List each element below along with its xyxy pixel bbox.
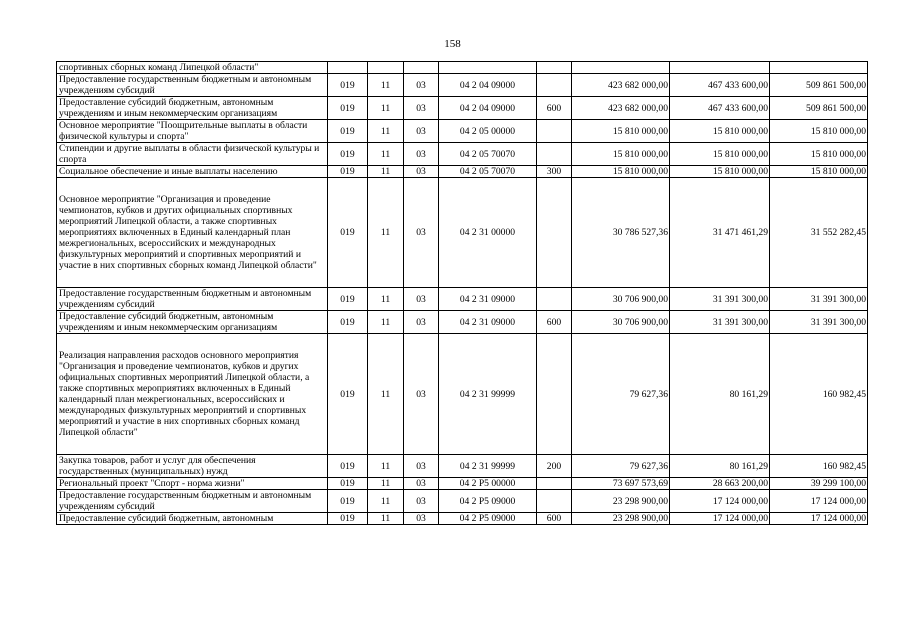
row-vr: 200 [537, 455, 572, 478]
row-vr: 600 [537, 311, 572, 334]
row-csr: 04 2 31 99999 [439, 455, 537, 478]
row-ved: 019 [328, 97, 368, 120]
row-ved: 019 [328, 311, 368, 334]
row-sum-year2: 31 471 461,29 [670, 178, 770, 288]
row-sum-year2: 31 391 300,00 [670, 288, 770, 311]
row-pr: 03 [404, 166, 439, 178]
row-csr: 04 2 04 09000 [439, 97, 537, 120]
table-row [57, 143, 868, 166]
row-ved: 019 [328, 74, 368, 97]
row-sum-year1: 423 682 000,00 [572, 74, 670, 97]
table-row [57, 490, 868, 513]
row-csr [439, 62, 537, 74]
row-sum-year3: 15 810 000,00 [770, 166, 868, 178]
row-sum-year1: 30 706 900,00 [572, 311, 670, 334]
row-sum-year2: 17 124 000,00 [670, 490, 770, 513]
row-sum-year3: 31 552 282,45 [770, 178, 868, 288]
row-sum-year3: 17 124 000,00 [770, 490, 868, 513]
row-rz: 11 [368, 334, 404, 455]
row-name: Стипендии и другие выплаты в области физической культуры и спорта [57, 143, 328, 166]
table-row [57, 513, 868, 525]
row-rz: 11 [368, 478, 404, 490]
row-sum-year2: 80 161,29 [670, 455, 770, 478]
row-vr [537, 288, 572, 311]
row-sum-year3: 160 982,45 [770, 455, 868, 478]
row-name: Предоставление субсидий бюджетным, автономным учреждениям и иным некоммерческим организациям [57, 311, 328, 334]
budget-table [56, 61, 868, 525]
row-rz: 11 [368, 178, 404, 288]
row-pr: 03 [404, 97, 439, 120]
row-csr: 04 2 31 09000 [439, 288, 537, 311]
row-csr: 04 2 P5 09000 [439, 513, 537, 525]
row-rz: 11 [368, 513, 404, 525]
row-name: Основное мероприятие "Организация и проведение чемпионатов, кубков и других официальных спортивных мероприятий Липецкой области, а также спортивных мероприятиях включенных в Единый календарный план межрегиональных, всероссийских и международных физкультурных мероприятий и спортивных мероприятий и участие в них спортивных сборных команд Липецкой области" [57, 178, 328, 288]
row-sum-year3: 17 124 000,00 [770, 513, 868, 525]
row-sum-year2: 15 810 000,00 [670, 166, 770, 178]
row-name: Закупка товаров, работ и услуг для обеспечения государственных (муниципальных) нужд [57, 455, 328, 478]
row-vr [537, 143, 572, 166]
row-sum-year1: 79 627,36 [572, 455, 670, 478]
table-row [57, 74, 868, 97]
row-sum-year1: 79 627,36 [572, 334, 670, 455]
row-pr: 03 [404, 490, 439, 513]
row-sum-year1: 15 810 000,00 [572, 120, 670, 143]
row-sum-year3: 39 299 100,00 [770, 478, 868, 490]
row-name: спортивных сборных команд Липецкой области" [57, 62, 328, 74]
row-csr: 04 2 P5 00000 [439, 478, 537, 490]
row-vr [537, 120, 572, 143]
row-csr: 04 2 31 09000 [439, 311, 537, 334]
row-ved [328, 62, 368, 74]
row-pr: 03 [404, 513, 439, 525]
row-rz [368, 62, 404, 74]
row-name: Предоставление государственным бюджетным и автономным учреждениям субсидий [57, 490, 328, 513]
row-name: Предоставление субсидий бюджетным, автономным [57, 513, 328, 525]
row-ved: 019 [328, 166, 368, 178]
table-row [57, 478, 868, 490]
row-vr [537, 334, 572, 455]
row-ved: 019 [328, 490, 368, 513]
row-ved: 019 [328, 478, 368, 490]
row-sum-year1: 23 298 900,00 [572, 490, 670, 513]
row-pr: 03 [404, 120, 439, 143]
row-sum-year3: 31 391 300,00 [770, 311, 868, 334]
row-rz: 11 [368, 311, 404, 334]
row-csr: 04 2 05 70070 [439, 143, 537, 166]
row-vr [537, 178, 572, 288]
row-pr: 03 [404, 178, 439, 288]
row-rz: 11 [368, 288, 404, 311]
row-name: Основное мероприятие "Поощрительные выплаты в области физической культуры и спорта" [57, 120, 328, 143]
table-row [57, 455, 868, 478]
row-name: Реализация направления расходов основного мероприятия "Организация и проведение чемпионатов, кубков и других официальных спортивных мероприятий Липецкой области, а также спортивных мероприятиях включенных в Единый календарный план межрегиональных, всероссийских и международных физкультурных мероприятий и спортивных мероприятий и участие в них спортивных сборных команд Липецкой области" [57, 334, 328, 455]
row-name: Региональный проект "Спорт - норма жизни" [57, 478, 328, 490]
row-ved: 019 [328, 513, 368, 525]
row-sum-year3: 31 391 300,00 [770, 288, 868, 311]
row-sum-year3: 509 861 500,00 [770, 74, 868, 97]
row-pr: 03 [404, 455, 439, 478]
table-row [57, 166, 868, 178]
row-sum-year2: 31 391 300,00 [670, 311, 770, 334]
row-vr [537, 62, 572, 74]
page-number: 158 [444, 38, 461, 50]
row-pr [404, 62, 439, 74]
row-sum-year3: 160 982,45 [770, 334, 868, 455]
row-csr: 04 2 05 00000 [439, 120, 537, 143]
row-sum-year2 [670, 62, 770, 74]
row-rz: 11 [368, 455, 404, 478]
row-sum-year2: 467 433 600,00 [670, 97, 770, 120]
row-pr: 03 [404, 74, 439, 97]
row-sum-year1: 23 298 900,00 [572, 513, 670, 525]
row-rz: 11 [368, 97, 404, 120]
row-rz: 11 [368, 143, 404, 166]
table-row [57, 62, 868, 74]
row-ved: 019 [328, 120, 368, 143]
row-sum-year2: 17 124 000,00 [670, 513, 770, 525]
row-sum-year2: 15 810 000,00 [670, 120, 770, 143]
row-pr: 03 [404, 143, 439, 166]
row-vr: 600 [537, 513, 572, 525]
row-pr: 03 [404, 334, 439, 455]
row-ved: 019 [328, 288, 368, 311]
row-sum-year3: 15 810 000,00 [770, 120, 868, 143]
row-vr [537, 478, 572, 490]
table-row [57, 288, 868, 311]
row-rz: 11 [368, 74, 404, 97]
row-pr: 03 [404, 478, 439, 490]
row-ved: 019 [328, 178, 368, 288]
row-pr: 03 [404, 311, 439, 334]
table-row [57, 311, 868, 334]
row-csr: 04 2 P5 09000 [439, 490, 537, 513]
row-name: Предоставление государственным бюджетным и автономным учреждениям субсидий [57, 74, 328, 97]
row-name: Социальное обеспечение и иные выплаты населению [57, 166, 328, 178]
row-vr [537, 490, 572, 513]
table-row [57, 97, 868, 120]
row-ved: 019 [328, 334, 368, 455]
row-name: Предоставление субсидий бюджетным, автономным учреждениям и иным некоммерческим организациям [57, 97, 328, 120]
row-vr [537, 74, 572, 97]
row-rz: 11 [368, 166, 404, 178]
row-sum-year2: 80 161,29 [670, 334, 770, 455]
row-ved: 019 [328, 455, 368, 478]
row-sum-year1: 15 810 000,00 [572, 166, 670, 178]
row-csr: 04 2 31 99999 [439, 334, 537, 455]
row-sum-year3 [770, 62, 868, 74]
table-row [57, 178, 868, 288]
row-sum-year1: 423 682 000,00 [572, 97, 670, 120]
row-name: Предоставление государственным бюджетным и автономным учреждениям субсидий [57, 288, 328, 311]
row-vr: 600 [537, 97, 572, 120]
row-sum-year2: 15 810 000,00 [670, 143, 770, 166]
row-sum-year1: 30 706 900,00 [572, 288, 670, 311]
row-sum-year3: 15 810 000,00 [770, 143, 868, 166]
row-sum-year3: 509 861 500,00 [770, 97, 868, 120]
row-pr: 03 [404, 288, 439, 311]
table-row [57, 120, 868, 143]
row-csr: 04 2 31 00000 [439, 178, 537, 288]
row-sum-year2: 467 433 600,00 [670, 74, 770, 97]
row-sum-year2: 28 663 200,00 [670, 478, 770, 490]
row-csr: 04 2 05 70070 [439, 166, 537, 178]
row-sum-year1: 73 697 573,69 [572, 478, 670, 490]
table-row [57, 334, 868, 455]
row-vr: 300 [537, 166, 572, 178]
row-sum-year1: 15 810 000,00 [572, 143, 670, 166]
row-rz: 11 [368, 490, 404, 513]
row-sum-year1: 30 786 527,36 [572, 178, 670, 288]
row-ved: 019 [328, 143, 368, 166]
row-rz: 11 [368, 120, 404, 143]
row-csr: 04 2 04 09000 [439, 74, 537, 97]
row-sum-year1 [572, 62, 670, 74]
